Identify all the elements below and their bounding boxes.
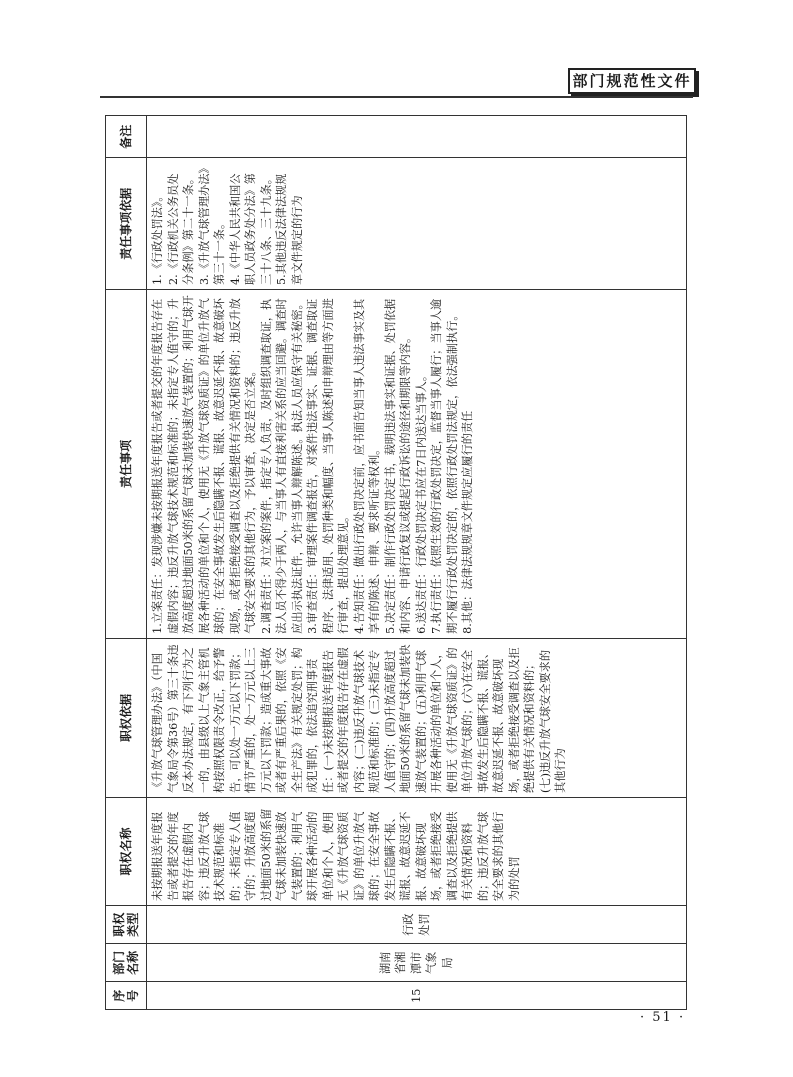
header-basis: 职权依据: [106, 638, 147, 797]
resp-item: 6.送达责任：行政处罚决定书应在7日内送达当事人。: [414, 369, 428, 634]
resp-basis-item: 2.《行政机关公务员处分条例》第二十一条。: [166, 173, 195, 285]
resp-item: 7.执行责任：依照生效的行政处罚决定，监督当事人履行；当事人逾期不履行行政处罚决定的，依照行政处罚法规定，依法强制执行。: [430, 298, 459, 634]
cell-resp-basis: [147, 158, 687, 290]
cell-name: 未按期报送年度报告或者提交的年度报告存在虚假内容；违反升放气球技术规范和标准的；未指定专人值守的；升放高度超过地面50米的系留气球未加装快速放气装置的；利用气球开展各种活动的单位和个人，使用无《升放气球资质证》的单位升放气球的；在安全事故发生后隐瞒不报、谎报、故意迟延不报、故意破坏现场，或者拒绝接受调查以及拒绝提供有关情况和资料的；违反升放气球安全要求的其他行为的处罚: [147, 797, 687, 905]
cell-seq: 15: [147, 982, 687, 1010]
resp-basis-item: 4.《中华人民共和国公职人员政务处分法》第三十八条、三十九条。: [228, 173, 273, 285]
cell-basis: 《升放气球管理办法》（中国气象局令第36号）第三十条违反本办法规定，有下列行为之一的，由县级以上气象主管机构按照权限责令改正，给予警告，可以处一万元以下罚款；情节严重的，处一万元以上三万元以下罚款；造成重大事故或者有严重后果的，依照《安全生产法》有关规定处罚；构成犯罪的，依法追究刑事责任：(一)未按期报送年度报告或者提交的年度报告存在虚假内容；(二)违反升放气球技术规范和标准的；(三)未指定专人值守的；(四)升放高度超过地面50米的系留气球未加装快速放气装置的；(五)利用气球开展各种活动的单位和个人，使用无《升放气球资质证》的单位升放气球的；(六)在安全事故发生后隐瞒不报、谎报、故意迟延不报、故意破坏现场，或者拒绝接受调查以及拒绝提供有关情况和资料的；(七)违反升放气球安全要求的其他行为: [147, 638, 687, 797]
resp-basis-item: 1.《行政处罚法》。: [151, 190, 164, 285]
table-header-row: [106, 116, 147, 1010]
header-name: 职权名称: [106, 797, 147, 905]
header-resp-basis: 责任事项依据: [106, 158, 147, 290]
header-type: 职权类型: [106, 906, 147, 944]
header-note: 备注: [106, 116, 147, 158]
resp-item: 1.立案责任：发现涉嫌未按期报送年度报告或者提交的年度报告存在虚假内容；违反升放气球技术规范和标准的；未指定专人值守的；升放高度超过地面50米的系留气球未加装快速放气装置的；利用气球开展各种活动的单位和个人，使用无《升放气球资质证》的单位升放气球的；在安全事故发生后隐瞒不报、谎报、故意迟延不报、故意破坏现场，或者拒绝接受调查以及拒绝提供有关情况和资料的；违反升放气球安全要求的其他行为，予以审查，决定是否立案。: [151, 295, 257, 634]
resp-item: 3.审查责任：审理案件调查报告，对案件违法事实、证据、调查取证程序、法律适用、处罚种类和幅度、当事人陈述和申辩理由等方面进行审查，提出处理意见。: [306, 298, 350, 634]
header-seq: 序号: [106, 982, 147, 1010]
cell-type: 行政处罚: [147, 906, 687, 944]
resp-item: 8.其他：法律法规规章文件规定应履行的责任: [461, 410, 474, 634]
resp-item: 4.告知责任：做出行政处罚决定前，应书面告知当事人违法事实及其享有的陈述、申辩、要求听证等权利。: [352, 298, 381, 634]
responsibility-table: [105, 115, 687, 1010]
page-number: · 51 ·: [640, 1010, 686, 1025]
cell-note: [147, 116, 687, 158]
resp-item: 2.调查责任：对立案的案件，指定专人负责，及时组织调查取证，执法人员不得少于两人，与当事人有直接利害关系的应当回避。调查时应出示执法证件，允许当事人辩解陈述。执法人员应保守有关秘密。: [259, 298, 304, 634]
rotated-table-frame: [105, 115, 687, 1010]
table-row: [147, 116, 687, 1010]
header-rule: [100, 96, 693, 98]
resp-basis-item: 5.其他违反法律法规规章文件规定的行为: [275, 173, 304, 285]
header-dept: 部门名称: [106, 944, 147, 982]
cell-resp: [147, 289, 687, 638]
cell-dept: 湖南省湘潭市气象局: [147, 944, 687, 982]
resp-basis-item: 3.《升放气球管理办法》第三十一条。: [197, 168, 226, 285]
header-resp: 责任事项: [106, 289, 147, 638]
resp-item: 5.决定责任：制作行政处罚决定书，载明违法事实和证据、处罚依据和内容、申请行政复议或提起行政诉讼的途径和期限等内容。: [383, 298, 412, 634]
document-category-badge: 部门规范性文件: [568, 68, 696, 94]
